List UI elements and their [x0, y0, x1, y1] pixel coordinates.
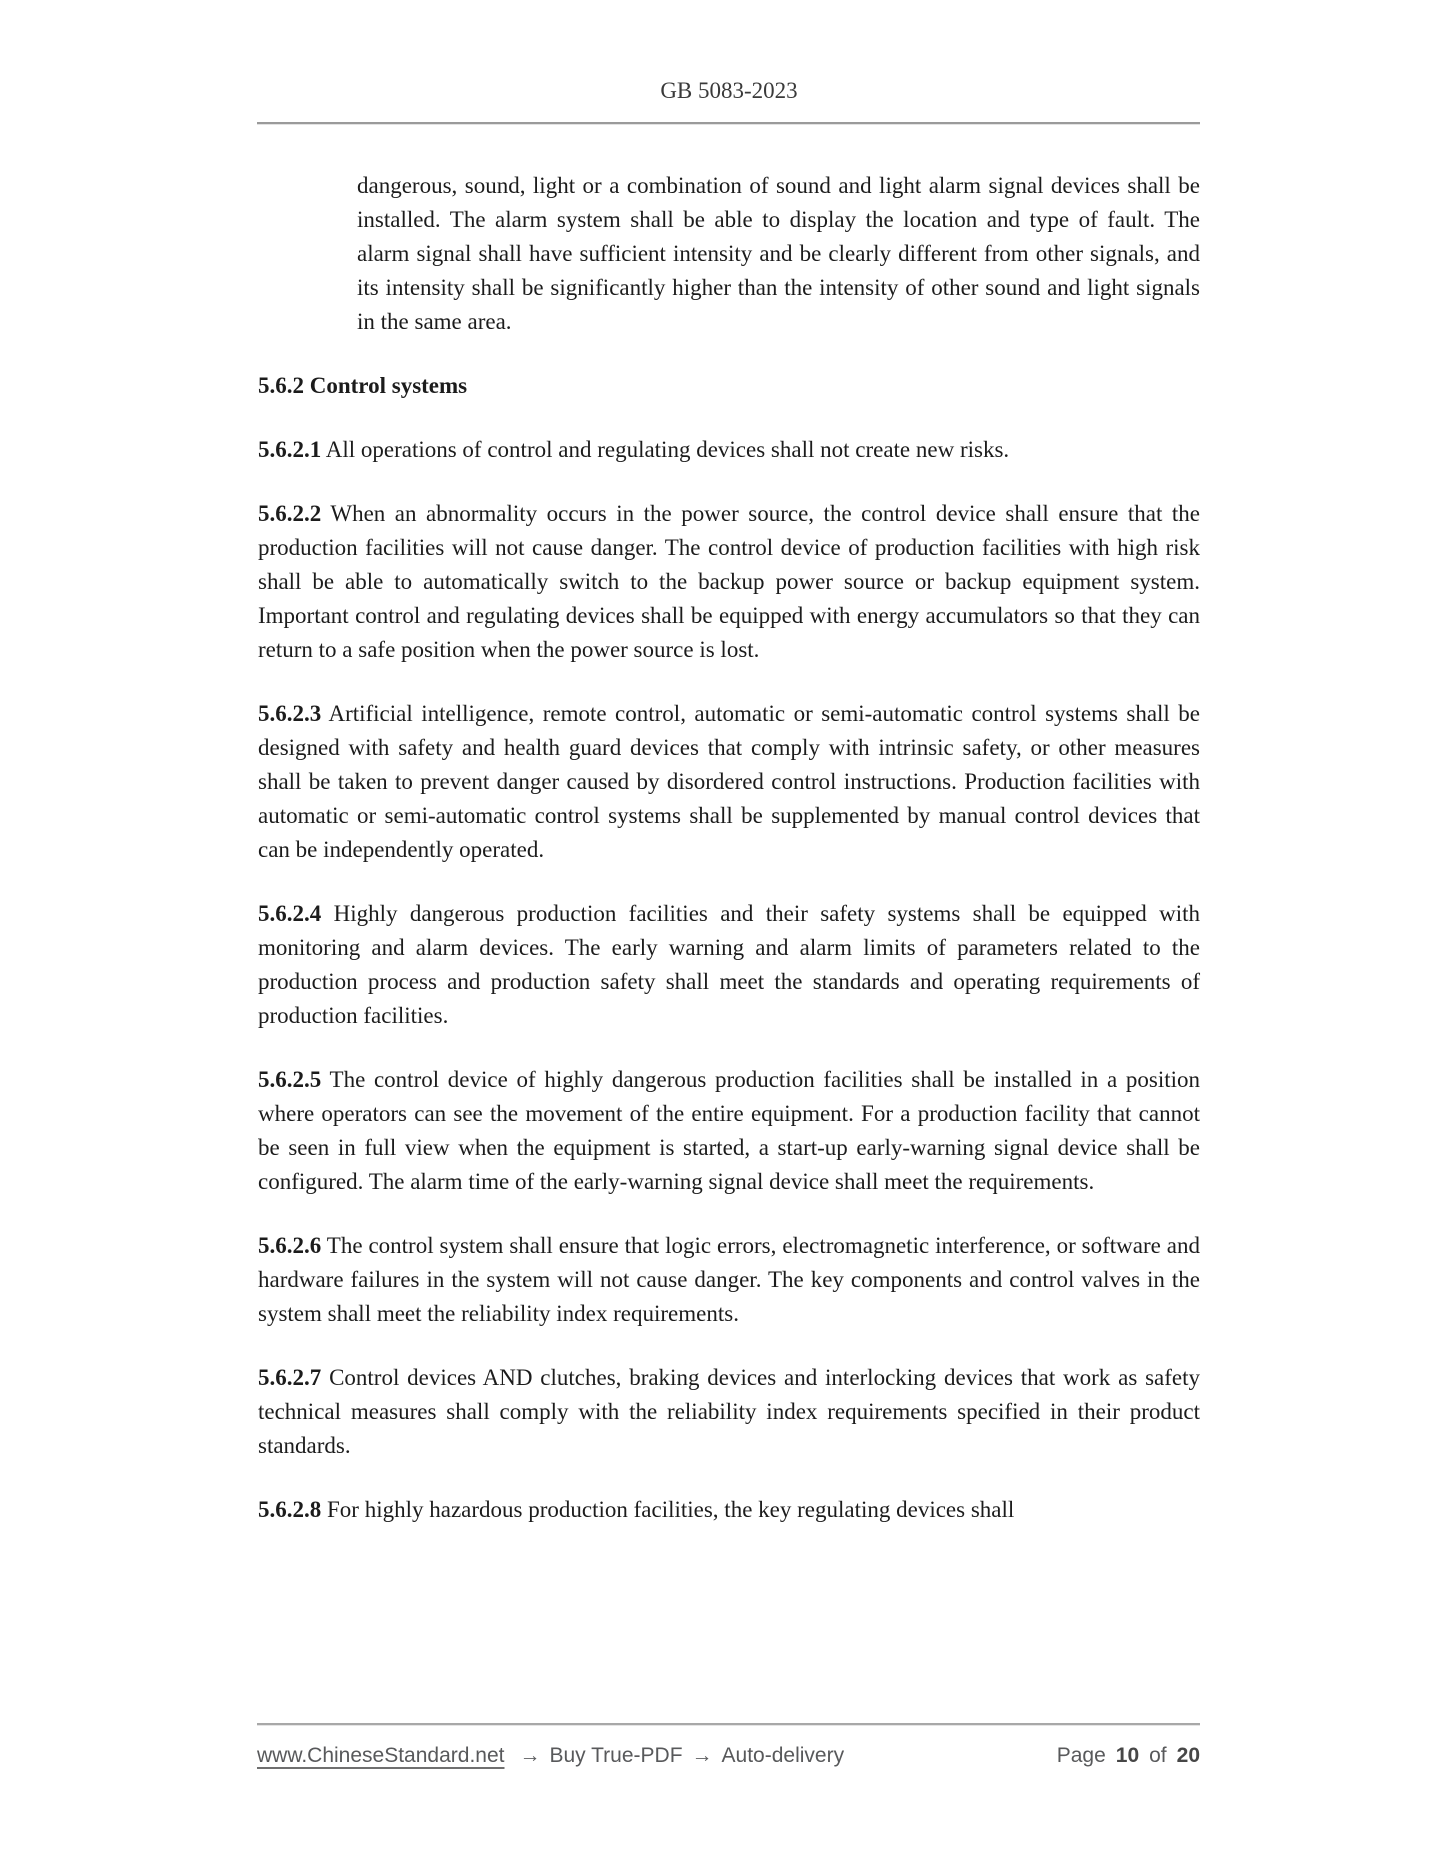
clause-paragraph — [258, 697, 1200, 867]
current-page-number: 10 — [1115, 1744, 1140, 1767]
clause-text: For highly hazardous production facilities, the key regulating devices shall — [327, 1497, 1015, 1522]
clause-number: 5.6.2.3 — [258, 701, 322, 726]
clause-text: Highly dangerous production facilities and their safety systems shall be equipped with monitoring and alarm devices. The early warning and alarm limits of parameters related to the production process and production safety shall meet the standards and operating requirements of production facilities. — [258, 901, 1200, 1028]
clause-text: All operations of control and regulating devices shall not create new risks. — [325, 437, 1010, 462]
clause-number: 5.6.2.5 — [258, 1067, 322, 1092]
clause-paragraph — [258, 1361, 1200, 1463]
page-word: Page — [1056, 1744, 1106, 1767]
footer-links — [257, 1742, 844, 1770]
clause-number: 5.6.2.7 — [258, 1365, 322, 1390]
clause-text: Artificial intelligence, remote control, automatic or semi-automatic control systems shall be designed with safety and health guard devices that comply with intrinsic safety, or other measures shall be taken to prevent danger caused by disordered control instructions. Production facilities with automatic or semi-automatic control systems shall be supplemented by manual control devices that can be independently operated. — [258, 701, 1200, 862]
arrow-icon: → — [519, 1744, 541, 1767]
total-page-number: 20 — [1176, 1744, 1200, 1767]
content-area — [258, 169, 1200, 1557]
clause-paragraph — [258, 1229, 1200, 1331]
footer-divider — [257, 1723, 1200, 1726]
clause-text: The control system shall ensure that logic errors, electromagnetic interference, or software and hardware failures in the system will not cause danger. The key components and control valves in the system shall meet the reliability index requirements. — [258, 1233, 1200, 1326]
website-link[interactable]: www.ChineseStandard.net — [257, 1744, 505, 1767]
clause-paragraph — [258, 897, 1200, 1033]
of-word: of — [1149, 1744, 1167, 1767]
clause-number: 5.6.2.6 — [258, 1233, 322, 1258]
clause-number: 5.6.2.2 — [258, 501, 322, 526]
clauses-list — [258, 433, 1200, 1527]
intro-paragraph: dangerous, sound, light or a combination of sound and light alarm signal devices shall be installed. The alarm system shall be able to display the location and type of fault. The alarm signal shall have sufficient intensity and be clearly different from other signals, and its intensity shall be significantly higher than the intensity of other sound and light signals in the same area. — [357, 173, 1200, 334]
page-indicator — [1057, 1742, 1200, 1770]
clause-paragraph — [258, 497, 1200, 667]
header-divider — [257, 122, 1200, 125]
page-footer — [257, 1742, 1200, 1770]
clause-number: 5.6.2.4 — [258, 901, 322, 926]
clause-paragraph — [258, 1063, 1200, 1199]
clause-text: Control devices AND clutches, braking devices and interlocking devices that work as safety technical measures shall comply with the reliability index requirements specified in their product standards. — [258, 1365, 1200, 1458]
section-heading: 5.6.2 Control systems — [258, 373, 468, 398]
clause-number: 5.6.2.8 — [258, 1497, 322, 1522]
clause-paragraph — [258, 1493, 1200, 1527]
clause-text: When an abnormality occurs in the power source, the control device shall ensure that the production facilities will not cause danger. The control device of production facilities with high risk shall be able to automatically switch to the backup power source or backup equipment system. Important control and regulating devices shall be equipped with energy accumulators so that they can return to a safe position when the power source is lost. — [258, 501, 1200, 662]
buy-pdf-label: Buy True-PDF — [549, 1744, 683, 1767]
page-header — [258, 76, 1200, 106]
doc-number: GB 5083-2023 — [660, 78, 798, 103]
auto-delivery-label: Auto-delivery — [721, 1744, 845, 1767]
clause-number: 5.6.2.1 — [258, 437, 322, 462]
clause-text: The control device of highly dangerous production facilities shall be installed in a position where operators can see the movement of the entire equipment. For a production facility that cannot be seen in full view when the equipment is started, a start-up early-warning signal device shall be configured. The alarm time of the early-warning signal device shall meet the requirements. — [258, 1067, 1200, 1194]
clause-paragraph — [258, 433, 1200, 467]
arrow-icon: → — [691, 1744, 713, 1767]
